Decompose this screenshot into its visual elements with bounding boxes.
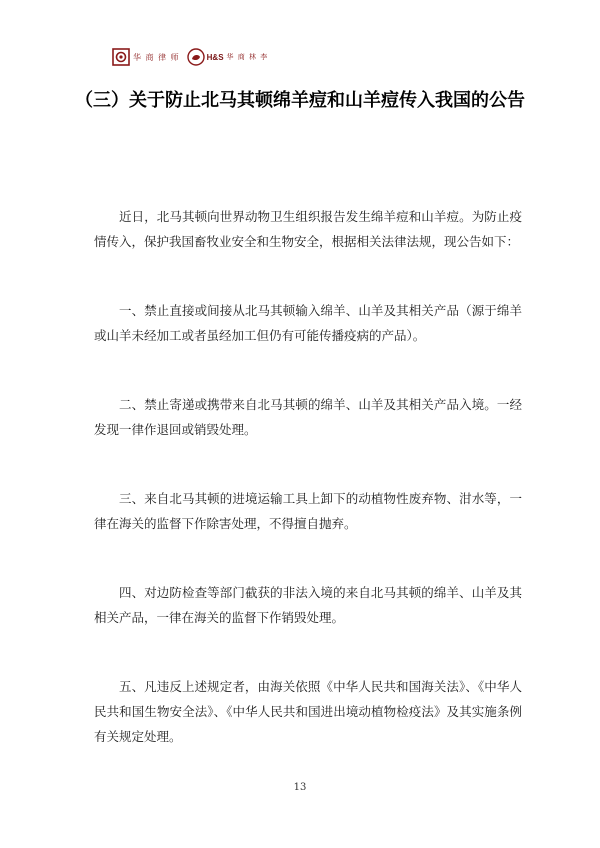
paragraph-item-3: 三、来自北马其顿的进境运输工具上卸下的动植物性废弃物、泔水等，一律在海关的监督下作除害处理，不得擅自抛弃。 (94, 491, 522, 531)
logo-right-text: 华 商 林 李 (226, 53, 269, 61)
logo-left-text: 华 商 律 师 (133, 52, 180, 62)
paragraph-item-5: 五、凡违反上述规定者，由海关依照《中华人民共和国海关法》、《中华人民共和国生物安全法》、《中华人民共和国进出境动植物检疫法》及其实施条例有关规定处理。 (94, 679, 522, 744)
hs-logo (187, 48, 269, 66)
announcement-title: （三）关于防止北马其顿绵羊痘和山羊痘传入我国的公告 (75, 90, 525, 111)
huashang-law-logo (112, 48, 180, 66)
header-logos (112, 47, 268, 67)
logo-right-brand: H&S (206, 52, 224, 62)
hs-emblem-icon (187, 48, 205, 66)
paragraph-item-4: 四、对边防检查等部门截获的非法入境的来自北马其顿的绵羊、山羊及其相关产品，一律在海关的监督下作销毁处理。 (94, 585, 522, 625)
paragraph-item-2: 二、禁止寄递或携带来自北马其顿的绵羊、山羊及其相关产品入境。一经发现一律作退回或销毁处理。 (94, 397, 522, 437)
paragraph-item-1: 一、禁止直接或间接从北马其顿输入绵羊、山羊及其相关产品（源于绵羊或山羊未经加工或者虽经加工但仍有可能传播疫病的产品）。 (94, 303, 522, 343)
huashang-emblem-icon (112, 48, 130, 66)
announcement-body (94, 204, 522, 793)
paragraph-intro: 近日，北马其顿向世界动物卫生组织报告发生绵羊痘和山羊痘。为防止疫情传入，保护我国畜牧业安全和生物安全，根据相关法律法规，现公告如下： (94, 209, 522, 249)
page-number: 13 (293, 782, 307, 793)
